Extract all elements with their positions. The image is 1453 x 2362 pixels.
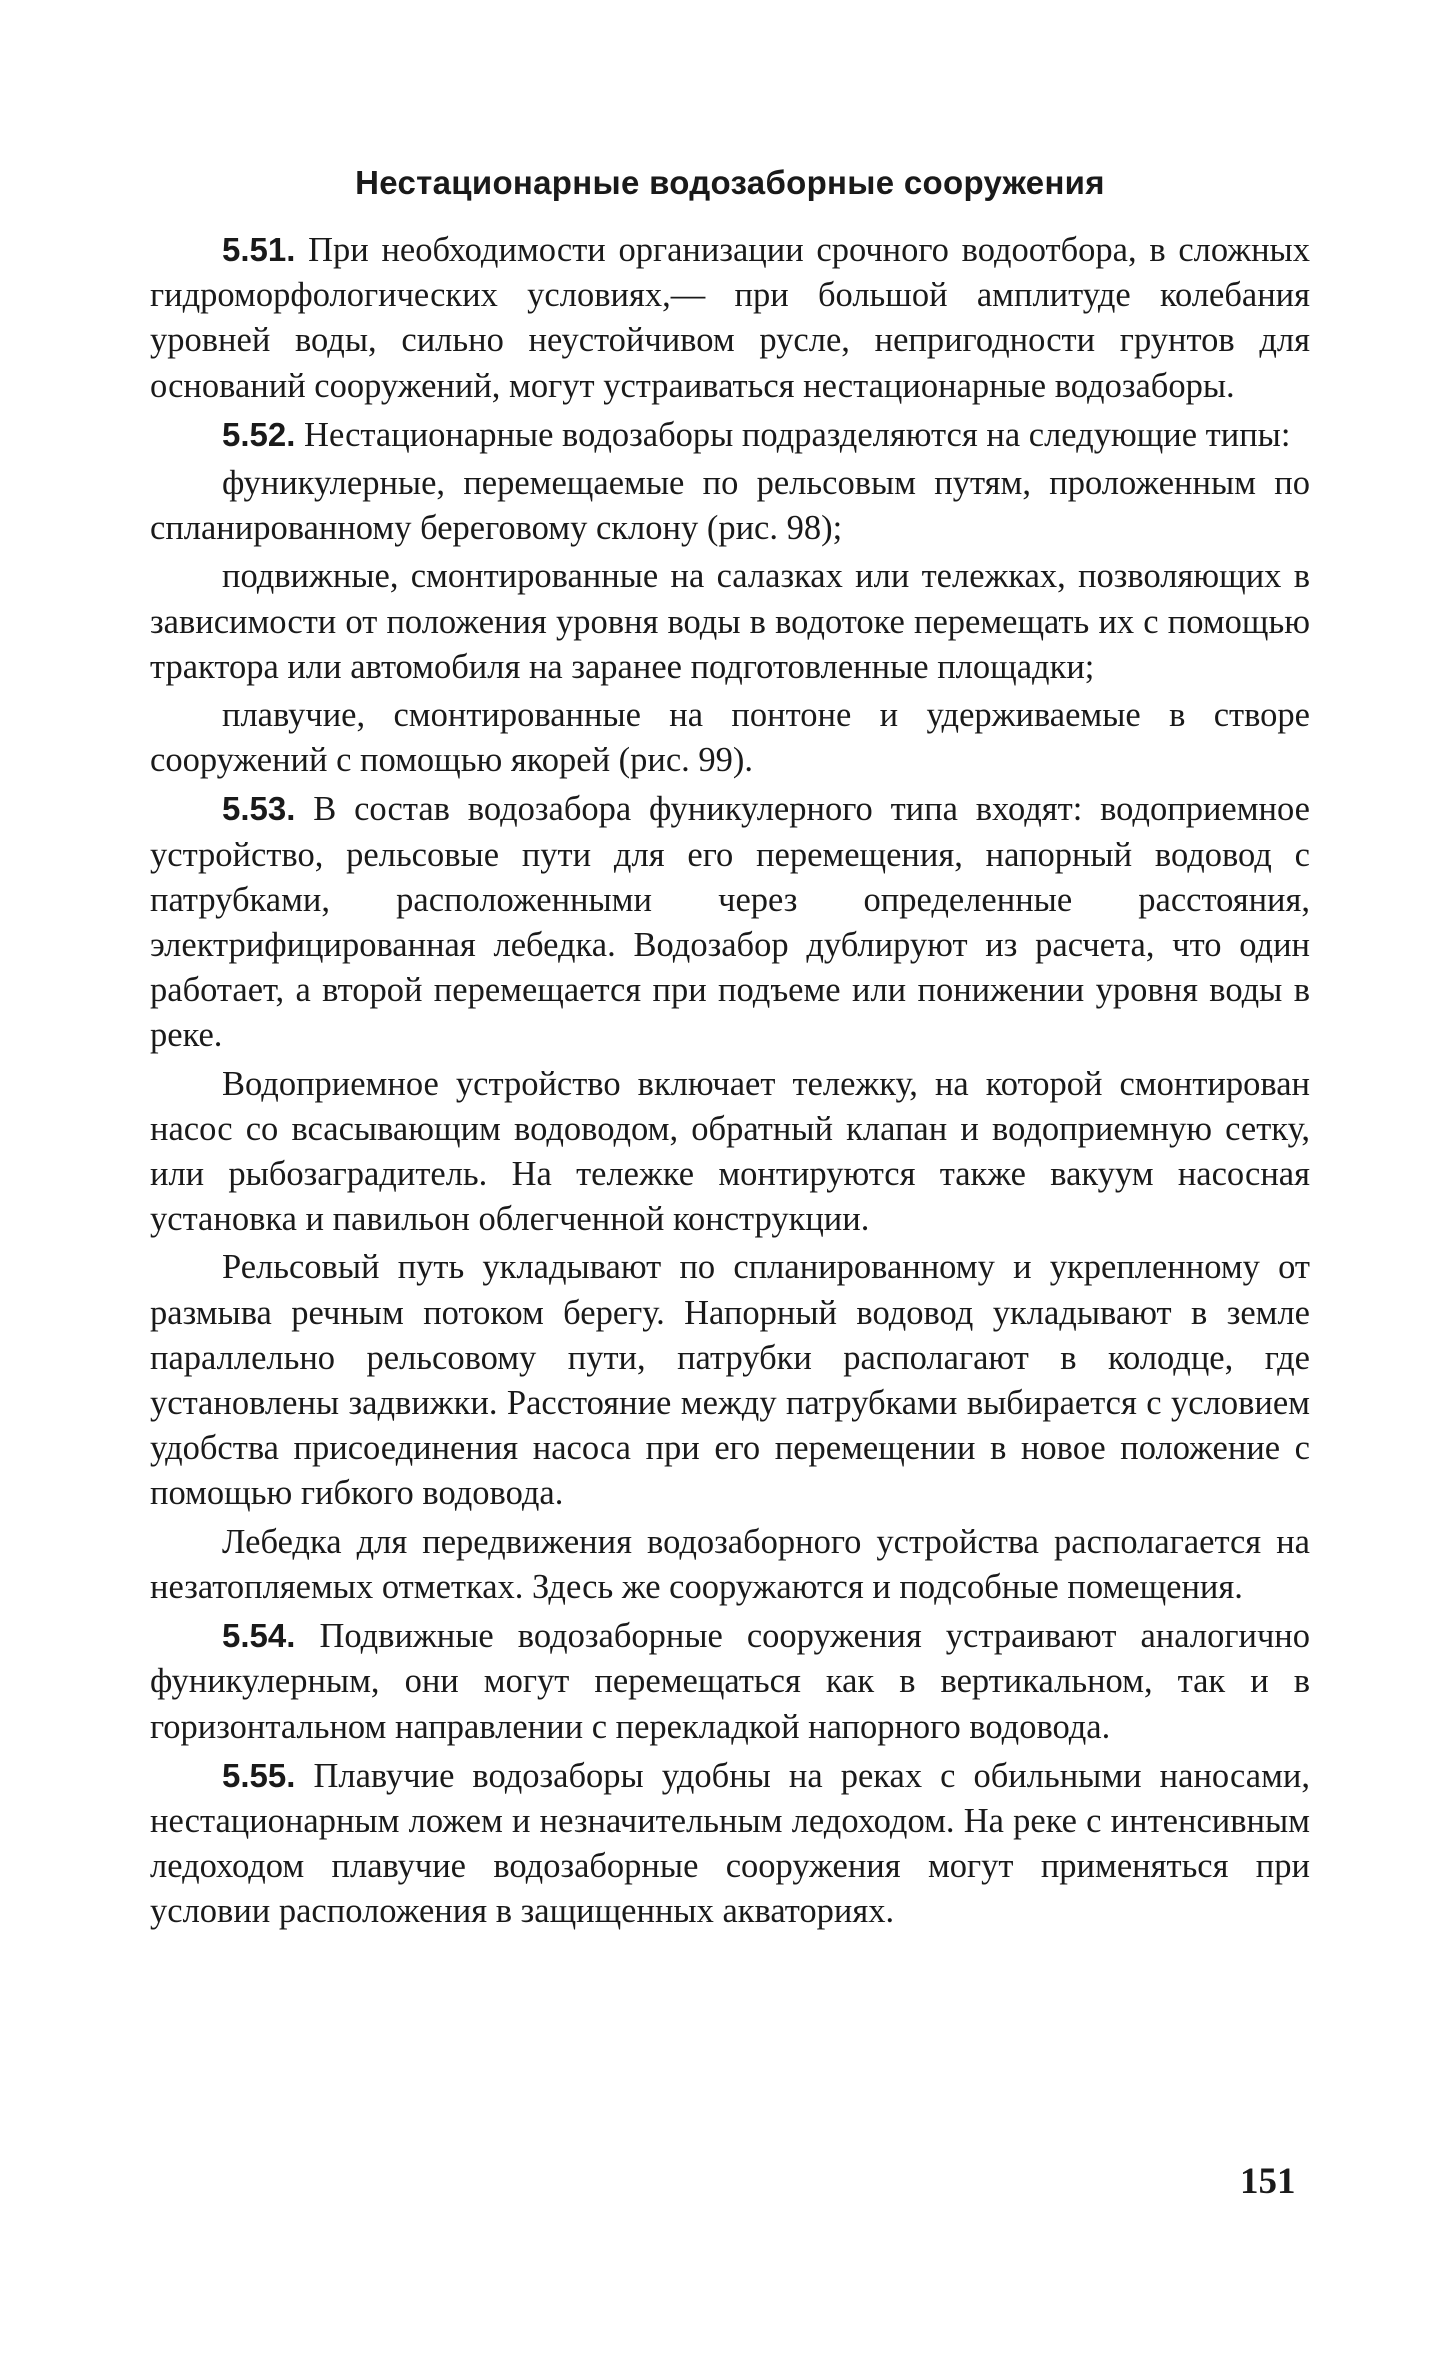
paragraph-text: фуникулерные, перемещаемые по рельсовым путям, проложенным по спланированному береговому склону (рис. 98); — [150, 464, 1310, 548]
paragraph-text: Лебедка для передвижения водозаборного устройства располагается на незатопляемых отметках. Здесь же сооружаются и подсобные помещения. — [150, 1522, 1310, 1606]
paragraph-5-55 — [150, 1753, 1310, 1935]
paragraph-number: 5.52. — [222, 415, 296, 453]
paragraph-text: Рельсовый путь укладывают по спланированному и укрепленному от размыва речным потоком берегу. Напорный водовод укладывают в земле параллельно рельсовому пути, патрубки располагают в колодце, где установлены задвижки. Расстояние между патрубками выбирается с условием удобства присоединения насоса при его перемещении в новое положение с помощью гибкого водовода. — [150, 1248, 1310, 1513]
paragraph-5-52 — [150, 412, 1310, 458]
page-number: 151 — [1240, 2161, 1296, 2202]
paragraph-text: Плавучие водозаборы удобны на реках с обильными наносами, нестационарным ложем и незначительным ледоходом. На реке с интенсивным ледоходом плавучие водозаборные сооружения могут применяться при условии расположения в защищенных акваториях. — [150, 1756, 1310, 1931]
paragraph-floating-type — [150, 693, 1310, 783]
paragraph-text: Подвижные водозаборные сооружения устраивают аналогично фуникулерным, они могут перемещаться как в вертикальном, так и в горизонтальном направлении с перекладкой напорного водовода. — [150, 1617, 1311, 1746]
paragraph-text: Нестационарные водозаборы подразделяются на следующие типы: — [304, 415, 1291, 454]
document-page — [150, 160, 1310, 1935]
paragraph-number: 5.53. — [222, 790, 296, 828]
paragraph-winch — [150, 1520, 1310, 1610]
paragraph-intake-device — [150, 1062, 1310, 1243]
paragraph-text: плавучие, смонтированные на понтоне и удерживаемые в створе сооружений с помощью якорей (рис. 99). — [150, 696, 1310, 780]
paragraph-number: 5.54. — [222, 1617, 296, 1655]
paragraph-number: 5.51. — [222, 231, 296, 268]
paragraph-text: При необходимости организации срочного водоотбора, в сложных гидроморфологических условиях,— при большой амплитуде колебания уровней воды, сильно неустойчивом русле, непригодности грунтов для оснований сооружений, могут устраиваться нестационарные водозаборы. — [150, 231, 1310, 405]
paragraph-text: подвижные, смонтированные на салазках или тележках, позволяющих в зависимости от положения уровня воды в водотоке перемещать их с помощью трактора или автомобиля на заранее подготовленные площадки; — [150, 557, 1310, 686]
paragraph-text: Водоприемное устройство включает тележку, на которой смонтирован насос со всасывающим водоводом, обратный клапан и водоприемную сетку, или рыбозаградитель. На тележке монтируются также вакуум насосная установка и павильон облегченной конструкции. — [150, 1064, 1310, 1239]
paragraph-5-53 — [150, 786, 1310, 1058]
section-heading: Нестационарные водозаборные сооружения — [355, 164, 1105, 201]
paragraph-5-54 — [150, 1613, 1310, 1750]
paragraph-text: В состав водозабора фуникулерного типа входят: водоприемное устройство, рельсовые пути для его перемещения, напорный водовод с патрубками, расположенными через определенные расстояния, электрифицированная лебедка. Водозабор дублируют из расчета, что один работает, а второй перемещается при подъеме или понижении уровня воды в реке. — [150, 790, 1310, 1055]
paragraph-rail-track — [150, 1245, 1310, 1516]
paragraph-number: 5.55. — [222, 1756, 296, 1794]
paragraph-mobile-type — [150, 554, 1310, 690]
paragraph-5-51 — [150, 227, 1310, 409]
paragraph-funicular-type — [150, 461, 1310, 551]
